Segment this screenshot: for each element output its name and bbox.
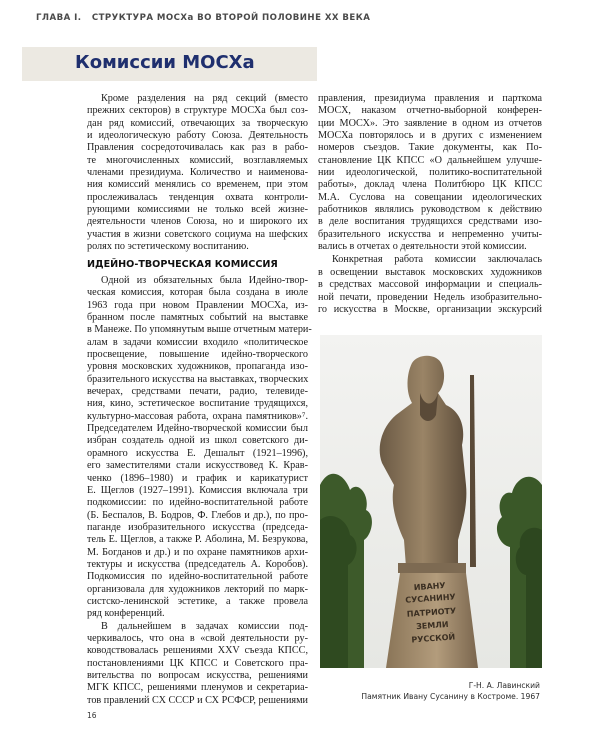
pedestal-line: РУССКОЙ (411, 632, 456, 645)
text-line: паганде изобразительного искусства (председа- (87, 521, 308, 533)
text-line: алам в задачи комиссии входило «политическое (87, 336, 308, 348)
text-line: Конкретная работа комиссии заключалась (332, 254, 542, 266)
text-line: ческая комиссия, которая была создана в июле (87, 287, 308, 299)
text-line: и идеологическую работу Союза. Деятельность (87, 130, 308, 142)
text-line: 1963 года при новом Правлении МОСХа, из- (87, 299, 308, 311)
text-line: Подкомиссия по идейно-воспитательной работе (87, 571, 308, 583)
text-line: вечерах, средствами печати, радио, телевиде- (87, 386, 308, 398)
text-line: культурно-массовая работа, охрана памятников»⁷. (87, 410, 308, 422)
page-number: 16 (87, 711, 97, 720)
intro-paragraph (87, 93, 308, 253)
text-line: дан ряд комиссий, отвечающих за творческую (87, 117, 308, 129)
text-line: работников являлись руководством к действию (318, 204, 542, 216)
caption-author: Г-Н. А. Лавинский (468, 681, 540, 690)
pedestal-line: ЗЕМЛИ (415, 619, 449, 632)
text-line: его заместителями стали искусствовед К. Крав- (87, 460, 308, 472)
text-line: в средствах массовой информации и специаль- (318, 279, 542, 291)
text-line: организовала для художников лекторий по марк- (87, 583, 308, 595)
text-line: (Б. Беспалов, В. Бодров, Ф. Глебов и др.), по про- (87, 509, 308, 521)
text-line: черкивалось, что она в «свой деятельности ру- (87, 632, 308, 644)
text-line: Е. Щеглов (1927–1991). Комиссия включала три (87, 484, 308, 496)
text-line: ководствовалась решениями XXV съезда КПСС, (87, 645, 308, 657)
pedestal-line: ИВАНУ (413, 580, 446, 593)
text-line: нии идеологической, политико-воспитательной (318, 167, 542, 179)
text-line: номеров съездов. Такие документы, как По- (318, 142, 542, 154)
text-line: те многочисленных комиссий, возглавляемых (87, 154, 308, 166)
pedestal-line: ПАТРИОТУ (406, 606, 457, 619)
text-line: М.А. Суслова на совещании идеологических (318, 191, 542, 203)
text-line: ченко (1896–1980) и график и карикатурист (87, 472, 308, 484)
text-line: систско-ленинской эстетике, а также провела (87, 595, 308, 607)
text-line: Правления сосредоточивалась как раз в рабо- (87, 142, 308, 154)
text-line: ной печати, проведении Недель изобразительно- (318, 291, 542, 303)
text-line: тель Е. Щеглов, а также Р. Аболина, М. Безрукова, (87, 534, 308, 546)
text-line: МОСХа повторялось и в других с изменением (318, 130, 542, 142)
text-line: правления, президиума правления и парткома (318, 93, 542, 104)
text-line: бразительного искусства на выставках, творческих (87, 373, 309, 385)
text-line: МОСХ, наказом отчетно-выборной конферен- (318, 105, 542, 117)
running-header (0, 0, 600, 33)
text-line: прежних секторов) в структуре МОСХа был соз- (87, 105, 308, 117)
text-line: ния, кино, эстетическое воспитание трудящихся, (87, 398, 308, 410)
text-line: тов правлений СХ СССР и СХ РСФСР, решениями (87, 694, 308, 706)
monument-photo (320, 335, 542, 668)
text-line: Председателем Идейно-творческой комиссии был (87, 423, 308, 435)
caption-title: Памятник Ивану Сусанину в Костроме. 1967 (361, 692, 540, 701)
text-line: ряд конференций. (87, 608, 165, 620)
text-line: вались в отчетах о деятельности этой комиссии. (318, 241, 527, 253)
chapter-title: СТРУКТУРА МОСХа ВО ВТОРОЙ ПОЛОВИНЕ XX ВЕКА (91, 13, 371, 23)
text-line: тектуры и искусства (председатель А. Коробов). (87, 558, 308, 570)
text-line: подкомиссии: по идейно-воспитательной работе (87, 497, 308, 509)
text-line: в Манеже. По упомянутым выше отчетным матери- (87, 324, 312, 336)
text-line: становление ЦК КПСС «О дальнейшем улучше- (318, 154, 542, 166)
text-line: членами президиума. Количество и наименова- (87, 167, 308, 179)
text-line: рующими комиссиями не только всей жизне- (87, 204, 308, 216)
text-line: избран создатель одной из школ советского ди- (87, 435, 308, 447)
text-line: МГК КПСС, решениями пленумов и секретариа- (87, 682, 308, 694)
text-line: деятельности членов Союза, но и широкого их (87, 216, 308, 228)
chapter-label: ГЛАВА I. (36, 13, 82, 23)
text-line: ролях по эстетическому воспитанию. (87, 241, 249, 253)
text-line: постановлениями ЦК КПСС и Советского пра- (87, 657, 308, 669)
figure-caption (361, 680, 540, 702)
text-line: в освещении выставок московских художников (318, 266, 542, 278)
susanin-monument-image (320, 335, 542, 668)
page-title: Комиссии МОСХа (75, 52, 255, 73)
text-line: орамного искусства Е. Дешалыт (1921–1996), (87, 447, 308, 459)
text-line: участия в жизни советского социума на шефских (87, 228, 308, 240)
right-column-body (318, 93, 542, 316)
text-line: просвещение, повышение идейно-творческого (87, 349, 308, 361)
text-line: в деле воспитания трудящихся средствами изо- (318, 216, 542, 228)
text-line: го искусства в Москве, организации экскурсий (318, 303, 542, 315)
text-line: прослеживалась тенденция охвата контроли- (87, 191, 308, 203)
text-line: бранном после памятных событий на выставке (87, 312, 308, 324)
left-column-body (87, 275, 312, 707)
text-line: Кроме разделения на ряд секций (вместо (101, 93, 308, 104)
text-line: ния комиссий менялись со временем, при этом (87, 179, 308, 191)
pedestal-line: СУСАНИНУ (405, 592, 456, 605)
text-line: бразительного искусства и непременно учиты- (318, 228, 542, 240)
text-line: Одной из обязательных была Идейно-твор- (101, 275, 308, 286)
text-line: В дальнейшем в задачах комиссии под- (101, 620, 308, 632)
text-line: вительства по вопросам искусства, решениями (87, 670, 308, 681)
section-subheading: ИДЕЙНО-ТВОРЧЕСКАЯ КОМИССИЯ (87, 259, 278, 270)
text-line: уровня московских художников, пропаганда изо- (87, 361, 308, 373)
running-header-text (36, 13, 370, 23)
text-line: ции МОСХ». Это заявление в одном из отчетов (318, 117, 542, 129)
text-line: М. Богданов и др.) и по охране памятников архи- (87, 546, 308, 558)
text-line: работы», доклад члена Политбюро ЦК КПСС (318, 179, 542, 191)
